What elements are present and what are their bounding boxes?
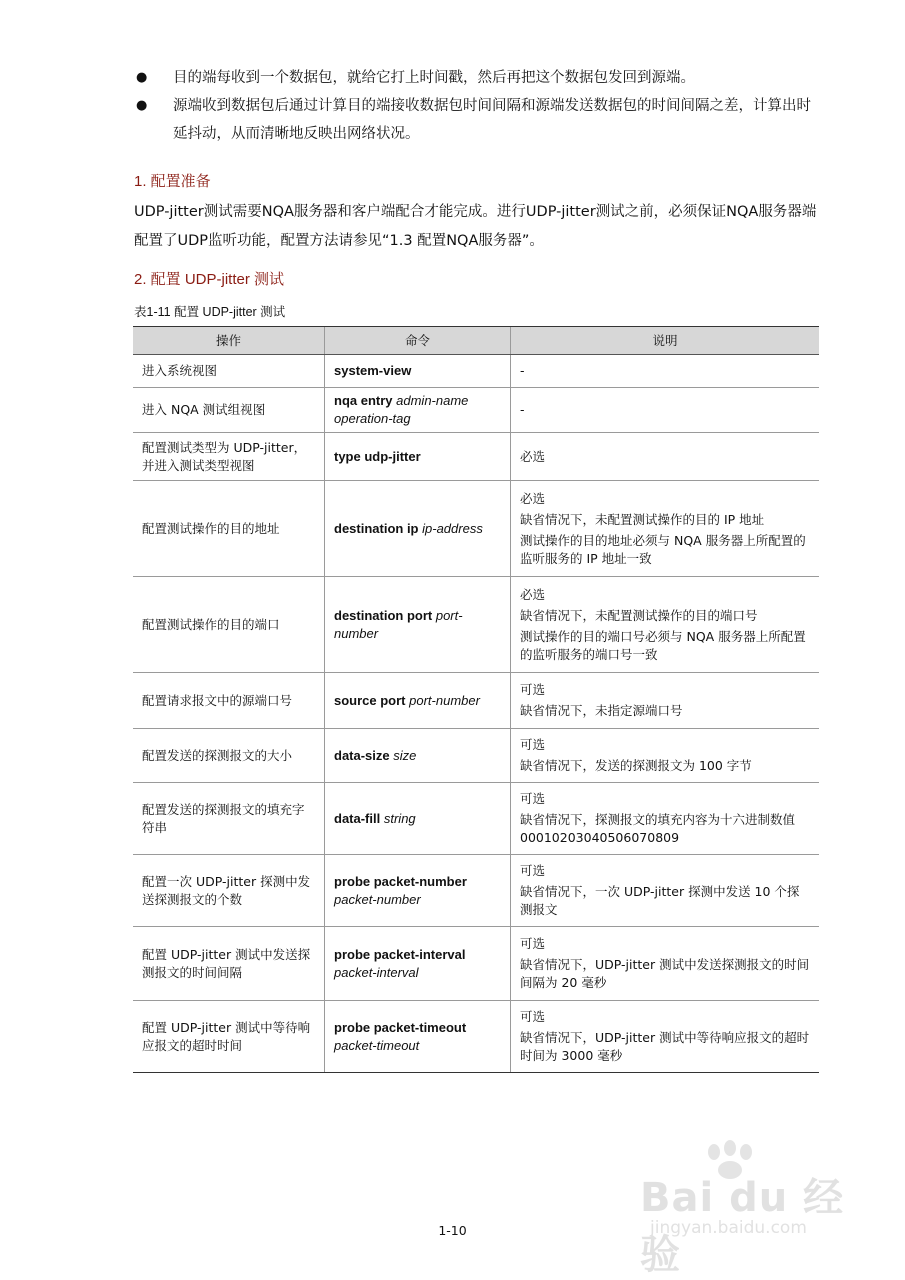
- command-cell: [325, 1001, 511, 1073]
- command-argument: size: [393, 747, 417, 763]
- command-argument: ip-address: [422, 520, 483, 536]
- bullet-item: ● 目的端每收到一个数据包，就给它打上时间戳，然后再把这个数据包发回到源端。: [134, 64, 824, 92]
- baidu-watermark: [640, 1140, 870, 1278]
- description-cell: [511, 729, 820, 783]
- command-argument: port-number: [409, 692, 480, 708]
- bullet-dot-icon: ●: [136, 70, 148, 85]
- operation-cell: 配置测试操作的目的地址: [133, 481, 325, 577]
- table-header-row: [133, 327, 819, 355]
- operation-cell: 配置测试操作的目的端口: [133, 577, 325, 673]
- prepare-paragraph: UDP-jitter测试需要NQA服务器和客户端配合才能完成。进行UDP-jitter测试之前，必须保证NQA服务器端配置了UDP监听功能，配置方法请参见“1.3 配置NQA服务器”。: [134, 204, 817, 249]
- command-argument: port-number: [334, 607, 463, 641]
- command-cell: [325, 433, 511, 481]
- table-row: [133, 481, 819, 577]
- description-cell: [511, 783, 820, 855]
- description-line: 缺省情况下，一次 UDP-jitter 探测中发送 10 个探测报文: [520, 884, 800, 917]
- page-number: 1-10: [438, 1223, 467, 1238]
- description-line: 缺省情况下，未配置测试操作的目的端口号: [520, 607, 758, 623]
- description-line: 可选: [520, 737, 546, 752]
- description-cell: [511, 1001, 820, 1073]
- command-keyword: destination port: [334, 607, 433, 623]
- description-cell: [511, 355, 820, 388]
- operation-cell: 进入 NQA 测试组视图: [133, 388, 325, 433]
- command-cell: [325, 673, 511, 729]
- command-keyword: probe packet-timeout: [334, 1019, 467, 1035]
- command-cell: [325, 783, 511, 855]
- description-line: 可选: [520, 863, 546, 878]
- operation-cell: 配置 UDP-jitter 测试中发送探测报文的时间间隔: [133, 927, 325, 1001]
- description-line: 可选: [520, 936, 546, 951]
- bullet-dot-icon: ●: [136, 98, 148, 113]
- bullet-item: ● 源端收到数据包后通过计算目的端接收数据包时间间隔和源端发送数据包的时间间隔之差，计算出时延抖动，从而清晰地反映出网络状况。: [134, 92, 824, 148]
- header-description: 说明: [511, 327, 820, 355]
- description-line: 缺省情况下，未指定源端口号: [520, 703, 683, 718]
- command-keyword: destination ip: [334, 520, 419, 536]
- command-keyword: probe packet-interval: [334, 946, 466, 962]
- operation-cell: 配置发送的探测报文的大小: [133, 729, 325, 783]
- command-cell: [325, 855, 511, 927]
- operation-cell: 配置一次 UDP-jitter 探测中发送探测报文的个数: [133, 855, 325, 927]
- description-line: 测试操作的目的地址必须与 NQA 服务器上所配置的监听服务的 IP 地址一致: [520, 532, 806, 566]
- header-command: 命令: [325, 327, 511, 355]
- operation-cell: 配置测试类型为 UDP-jitter，并进入测试类型视图: [133, 433, 325, 481]
- operation-cell: 配置 UDP-jitter 测试中等待响应报文的超时时间: [133, 1001, 325, 1073]
- operation-cell: 配置发送的探测报文的填充字符串: [133, 783, 325, 855]
- operation-cell: 进入系统视图: [133, 355, 325, 388]
- description-line: 缺省情况下，UDP-jitter 测试中等待响应报文的超时时间为 3000 毫秒: [520, 1030, 810, 1063]
- command-keyword: data-fill: [334, 810, 381, 826]
- bullet-list: [134, 64, 824, 148]
- description-line: 缺省情况下，UDP-jitter 测试中发送探测报文的时间间隔为 20 毫秒: [520, 957, 810, 990]
- watermark-logo: Bai du 经验: [640, 1175, 845, 1278]
- table-row: [133, 783, 819, 855]
- command-argument: string: [383, 810, 416, 826]
- table-row: [133, 388, 819, 433]
- command-cell: [325, 729, 511, 783]
- description-line: 可选: [520, 682, 546, 697]
- command-keyword: nqa entry: [334, 393, 393, 408]
- command-cell: [325, 388, 511, 433]
- description-line: 必选: [520, 448, 546, 464]
- command-keyword: system-view: [334, 363, 412, 378]
- description-cell: [511, 577, 820, 673]
- table-row: [133, 1001, 819, 1073]
- description-line: 必选: [520, 586, 546, 602]
- description-line: 测试操作的目的端口号必须与 NQA 服务器上所配置的监听服务的端口号一致: [520, 628, 806, 662]
- header-operation: 操作: [133, 327, 325, 355]
- command-argument: packet-timeout: [334, 1037, 420, 1053]
- description-cell: [511, 855, 820, 927]
- table-row: [133, 433, 819, 481]
- description-cell: [511, 927, 820, 1001]
- description-line: 缺省情况下，探测报文的填充内容为十六进制数值 00010203040506070809: [520, 812, 796, 845]
- table-row: [133, 673, 819, 729]
- command-argument: packet-number: [334, 891, 421, 907]
- description-cell: [511, 433, 820, 481]
- description-cell: [511, 388, 820, 433]
- watermark-url: jingyan.baidu.com: [650, 1218, 807, 1238]
- command-keyword: data-size: [334, 747, 390, 763]
- command-cell: [325, 577, 511, 673]
- command-cell: [325, 481, 511, 577]
- description-line: 缺省情况下，发送的探测报文为 100 字节: [520, 758, 752, 773]
- command-keyword: probe packet-number: [334, 873, 467, 889]
- section-heading-prepare: 1. 配置准备: [134, 173, 211, 190]
- command-argument: admin-name operation-tag: [334, 393, 469, 426]
- table-row: [133, 355, 819, 388]
- description-cell: [511, 673, 820, 729]
- table-row: [133, 729, 819, 783]
- table-row: [133, 855, 819, 927]
- command-cell: [325, 927, 511, 1001]
- operation-cell: 配置请求报文中的源端口号: [133, 673, 325, 729]
- command-keyword: type udp-jitter: [334, 448, 421, 464]
- description-line: 可选: [520, 1009, 546, 1024]
- description-line: 缺省情况下，未配置测试操作的目的 IP 地址: [520, 511, 765, 527]
- config-table: [133, 326, 819, 1073]
- description-line: -: [520, 363, 525, 378]
- command-argument: packet-interval: [334, 964, 419, 980]
- command-cell: [325, 355, 511, 388]
- table-row: [133, 927, 819, 1001]
- section-heading-config: 2. 配置 UDP-jitter 测试: [134, 271, 285, 288]
- description-cell: [511, 481, 820, 577]
- table-caption: 表1-11 配置 UDP-jitter 测试: [134, 305, 286, 319]
- description-line: 必选: [520, 490, 546, 506]
- description-line: -: [520, 402, 525, 417]
- table-row: [133, 577, 819, 673]
- description-line: 可选: [520, 791, 546, 806]
- command-keyword: source port: [334, 692, 406, 708]
